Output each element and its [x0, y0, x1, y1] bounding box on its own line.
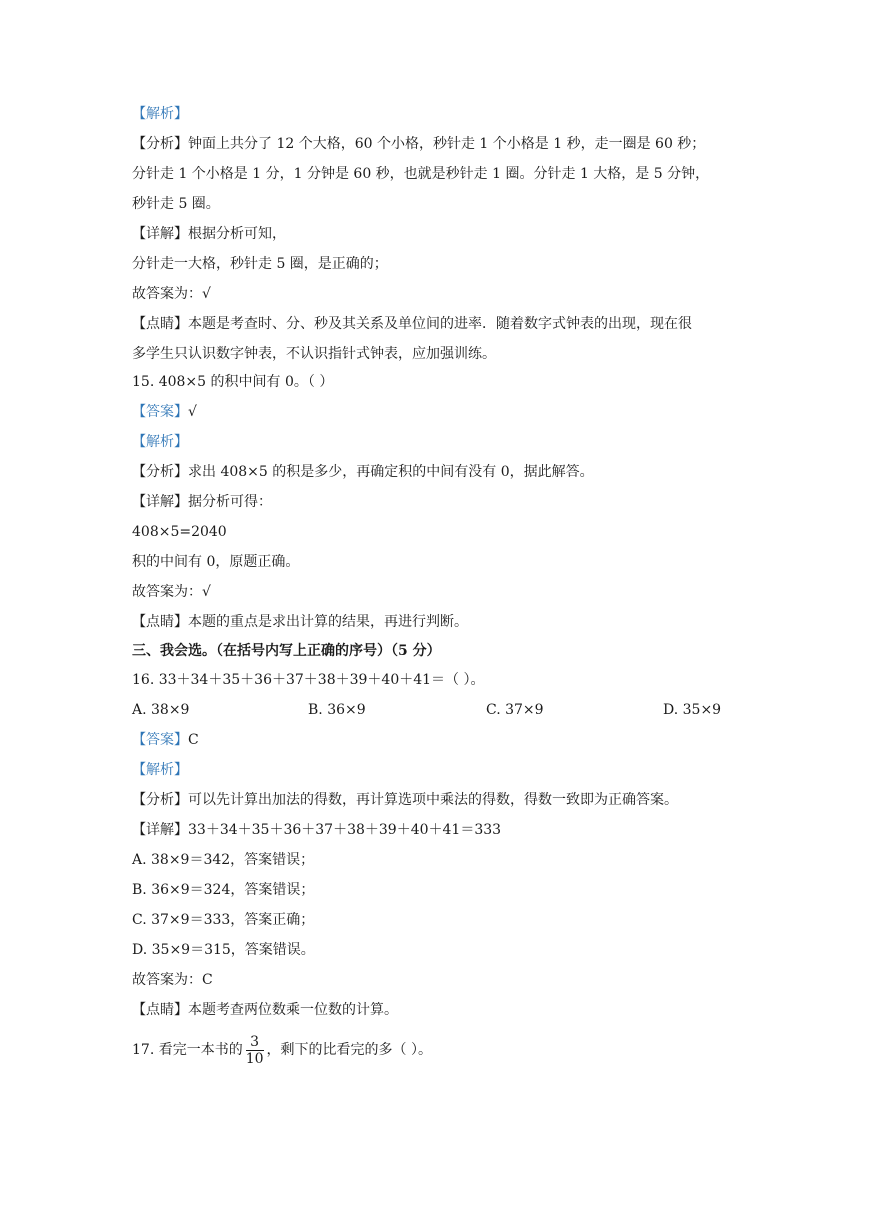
comment-line: 【点睛】本题是考查时、分、秒及其关系及单位间的进率．随着数字式钟表的出现，现在很	[132, 316, 692, 332]
answer-line	[132, 402, 197, 422]
detail-line: 分针走一大格，秒针走 5 圈，是正确的；	[132, 256, 388, 272]
option-c: C. 37×9	[486, 702, 544, 718]
fraction-denominator: 10	[245, 1050, 264, 1067]
analysis-line: 【分析】可以先计算出加法的得数，再计算选项中乘法的得数，得数一致即为正确答案。	[132, 792, 678, 808]
detail-line: D. 35×9＝315，答案错误。	[132, 942, 315, 958]
fraction	[246, 1034, 264, 1067]
answer-line	[132, 730, 199, 750]
question-17-prefix: 17. 看完一本书的	[132, 1042, 243, 1058]
question-15: 15. 408×5 的积中间有 0。（ ）	[132, 374, 334, 390]
comment-line: 多学生只认识数字钟表，不认识指针式钟表，应加强训练。	[132, 346, 496, 362]
option-a: A. 38×9	[132, 702, 190, 718]
detail-line: 408×5=2040	[132, 524, 227, 540]
answer-line: 故答案为：√	[132, 584, 211, 600]
answer-value: C	[188, 732, 199, 748]
answer-tag: 【答案】	[132, 732, 188, 748]
answer-line: 故答案为：C	[132, 972, 213, 988]
detail-line: 【详解】根据分析可知，	[132, 226, 286, 242]
analysis-line: 秒针走 5 圈。	[132, 196, 220, 212]
analysis-line: 【分析】钟面上共分了 12 个大格，60 个小格，秒针走 1 个小格是 1 秒，走一圈是 60 秒；	[132, 136, 706, 152]
fraction-numerator: 3	[246, 1034, 264, 1051]
answer-tag: 【答案】	[132, 404, 188, 420]
analysis-header: 【解析】	[132, 106, 188, 122]
detail-line: 【详解】据分析可得：	[132, 494, 272, 510]
option-d: D. 35×9	[663, 702, 722, 718]
analysis-header: 【解析】	[132, 434, 188, 450]
question-16: 16. 33＋34＋35＋36＋37＋38＋39＋40＋41＝（ ）。	[132, 672, 485, 688]
answer-value: √	[188, 404, 197, 420]
section-heading: 三、我会选。（在括号内写上正确的序号）（5 分）	[132, 643, 441, 659]
question-17-suffix: ，剩下的比看完的多（ ）。	[266, 1042, 432, 1058]
detail-line: 积的中间有 0，原题正确。	[132, 554, 300, 570]
comment-line: 【点睛】本题考查两位数乘一位数的计算。	[132, 1002, 398, 1018]
detail-line: C. 37×9＝333，答案正确；	[132, 912, 315, 928]
analysis-line: 分针走 1 个小格是 1 分，1 分钟是 60 秒，也就是秒针走 1 圈。分针走 1 大格，是 5 分钟，	[132, 166, 710, 182]
analysis-line: 【分析】求出 408×5 的积是多少，再确定积的中间有没有 0，据此解答。	[132, 464, 594, 480]
detail-line: A. 38×9＝342，答案错误；	[132, 852, 315, 868]
analysis-header: 【解析】	[132, 762, 188, 778]
comment-line: 【点睛】本题的重点是求出计算的结果，再进行判断。	[132, 614, 468, 630]
detail-line: B. 36×9＝324，答案错误；	[132, 882, 315, 898]
answer-line: 故答案为：√	[132, 286, 211, 302]
detail-line: 【详解】33＋34＋35＋36＋37＋38＋39＋40＋41＝333	[132, 822, 502, 838]
question-17	[132, 1032, 432, 1068]
option-b: B. 36×9	[308, 702, 366, 718]
